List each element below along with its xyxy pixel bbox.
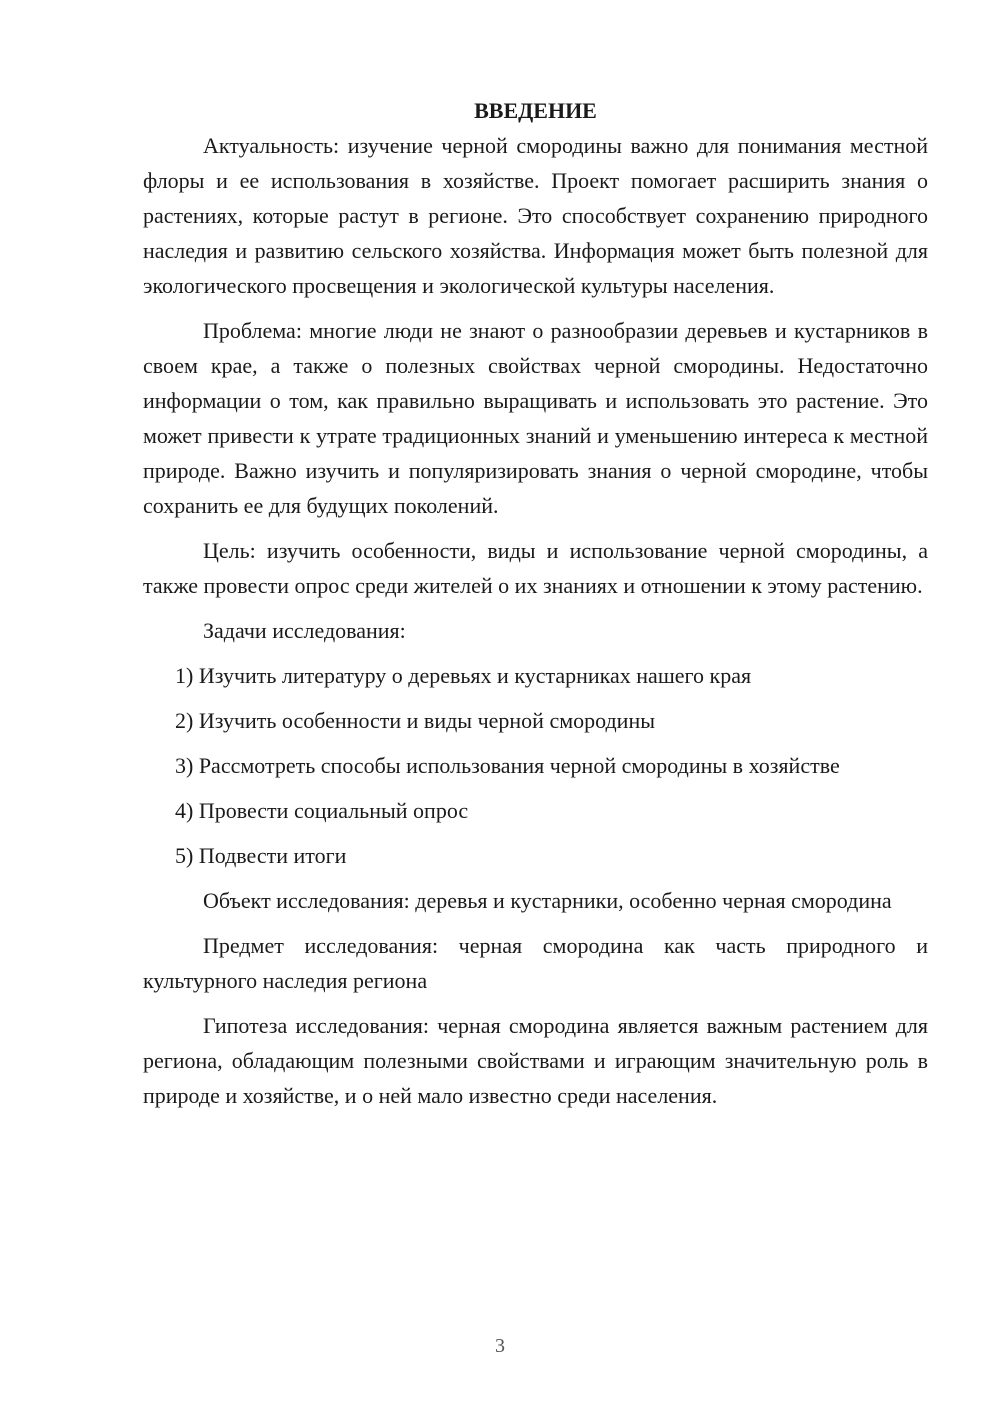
task-item: 3) Рассмотреть способы использования черной смородины в хозяйстве <box>175 753 840 778</box>
page-number: 3 <box>495 1335 505 1357</box>
paragraph-goal: Цель: изучить особенности, виды и использование черной смородины, а также провести опрос среди жителей о их знаниях и отношении к этому растению. <box>143 538 928 598</box>
page-content <box>143 93 928 1113</box>
task-item: 4) Провести социальный опрос <box>175 798 469 823</box>
paragraph-object: Объект исследования: деревья и кустарники, особенно черная смородина <box>203 888 892 913</box>
tasks-list <box>143 658 928 873</box>
paragraph-hypothesis: Гипотеза исследования: черная смородина является важным растением для региона, обладающим полезными свойствами и играющим значительную роль в природе и хозяйстве, и о ней мало известно среди населения. <box>143 1013 928 1108</box>
paragraph-relevance: Актуальность: изучение черной смородины важно для понимания местной флоры и ее использования в хозяйстве. Проект помогает расширить знания о растениях, которые растут в регионе. Это способствует сохранению природного наследия и развитию сельского хозяйства. Информация может быть полезной для экологического просвещения и экологической культуры населения. <box>143 133 928 298</box>
task-item: 1) Изучить литературу о деревьях и кустарниках нашего края <box>175 663 752 688</box>
paragraph-problem: Проблема: многие люди не знают о разнообразии деревьев и кустарников в своем крае, а также о полезных свойствах черной смородины. Недостаточно информации о том, как правильно выращивать и использовать это растение. Это может привести к утрате традиционных знаний и уменьшению интереса к местной природе. Важно изучить и популяризировать знания о черной смородине, чтобы сохранить ее для будущих поколений. <box>143 318 928 518</box>
task-item: 5) Подвести итоги <box>175 843 347 868</box>
tasks-label: Задачи исследования: <box>203 618 406 643</box>
section-title: ВВЕДЕНИЕ <box>474 98 597 123</box>
paragraph-subject: Предмет исследования: черная смородина как часть природного и культурного наследия региона <box>143 933 928 993</box>
task-item: 2) Изучить особенности и виды черной смородины <box>175 708 656 733</box>
